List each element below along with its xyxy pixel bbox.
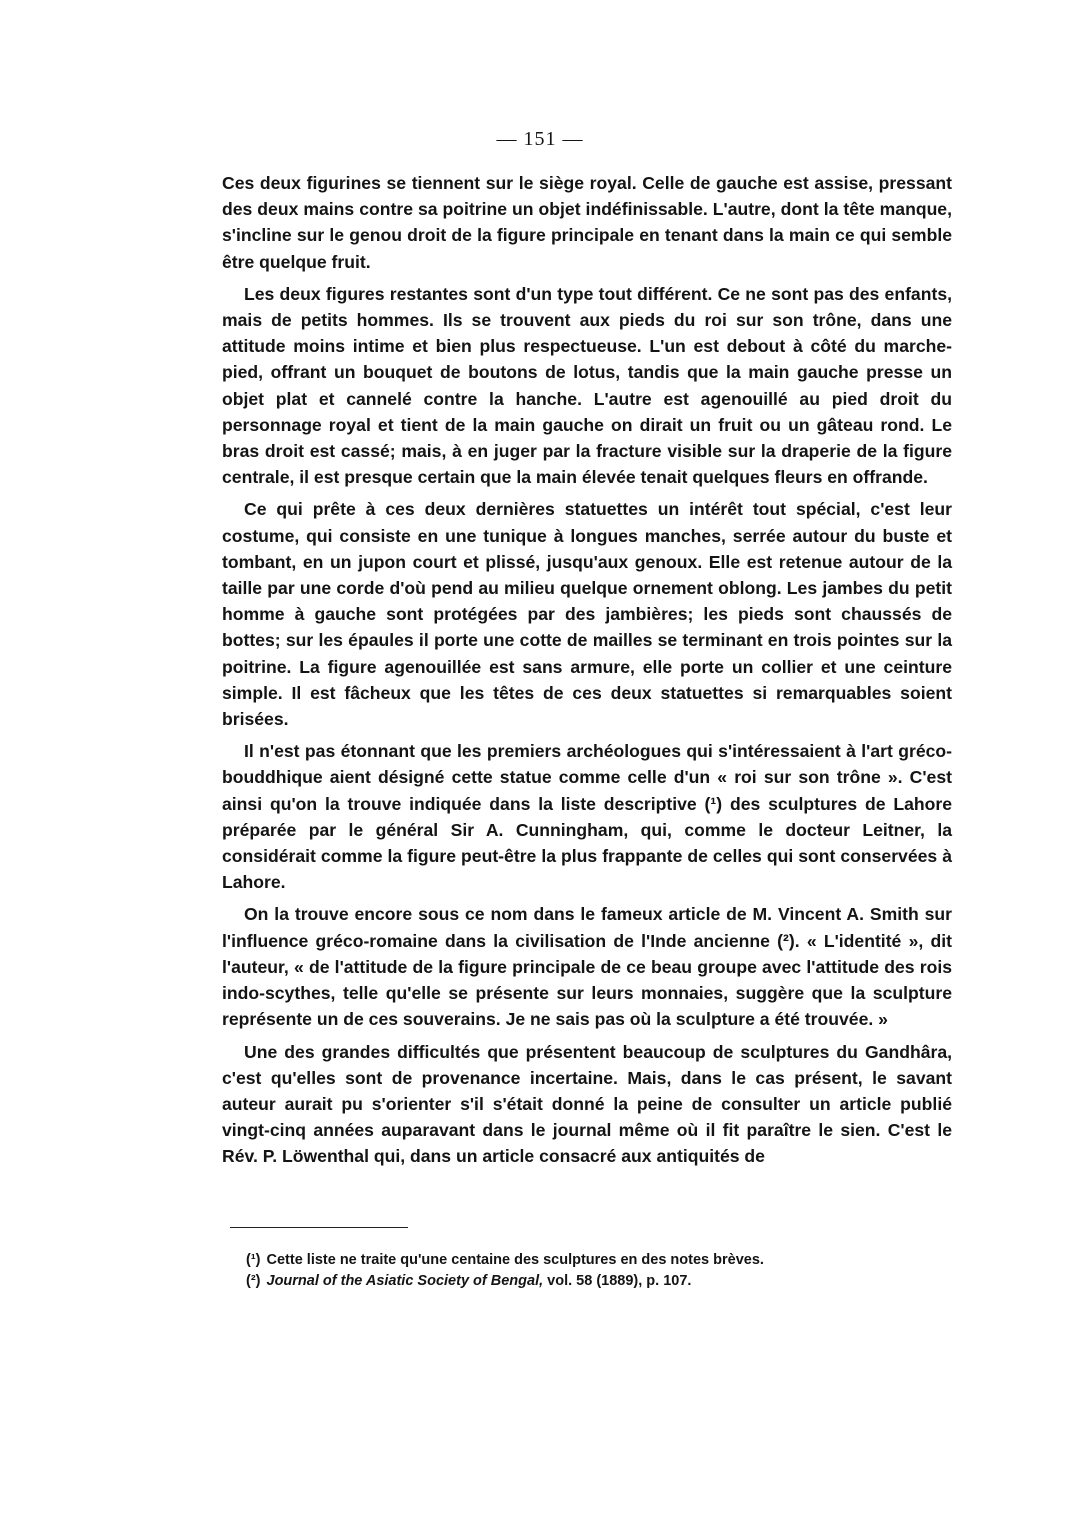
- footnote-divider: [230, 1227, 408, 1228]
- paragraph-4: Il n'est pas étonnant que les premiers archéologues qui s'intéressaient à l'art gréco-bouddhique aient désigné cette statue comme celle d'un « roi sur son trône ». C'est ainsi qu'on la trouve indiquée dans la liste descriptive (¹) des sculptures de Lahore préparée par le général Sir A. Cunningham, qui, comme le docteur Leitner, la considérait comme la figure peut-être la plus frappante de celles qui sont conservées à Lahore.: [222, 741, 952, 893]
- paragraph-1: Ces deux figurines se tiennent sur le siège royal. Celle de gauche est assise, pressant des deux mains contre sa poitrine un objet indéfinissable. L'autre, dont la tête manque, s'incline sur le genou droit de la figure principale en tenant dans la main ce qui semble être quelque fruit.: [222, 173, 952, 272]
- footnote-marker: (¹): [246, 1252, 261, 1268]
- footnote-journal-title: Journal of the Asiatic Society of Bengal,: [266, 1273, 544, 1289]
- footnote-1: [246, 1250, 946, 1271]
- body-text: [222, 170, 952, 1176]
- footnotes: [246, 1250, 946, 1292]
- paragraph-2: Les deux figures restantes sont d'un type tout différent. Ce ne sont pas des enfants, mais de petits hommes. Ils se trouvent aux pieds du roi sur son trône, dans une attitude moins intime et bien plus respectueuse. L'un est debout à côté du marche-pied, offrant un bouquet de boutons de lotus, tandis que la main gauche presse un objet plat et cannelé contre la hanche. L'autre est agenouillé au pied droit du personnage royal et tient de la main gauche on dirait un fruit ou un gâteau rond. Le bras droit est cassé; mais, à en juger par la fracture visible sur la draperie de la figure centrale, il est presque certain que la main élevée tenait quelques fleurs en offrande.: [222, 283, 952, 488]
- footnote-text: Cette liste ne traite qu'une centaine des sculptures en des notes brèves.: [266, 1252, 764, 1268]
- page-number: — 151 —: [496, 128, 584, 150]
- footnote-marker: (²): [246, 1273, 261, 1289]
- footnote-text: vol. 58 (1889), p. 107.: [543, 1273, 692, 1289]
- footnote-2: [246, 1271, 946, 1292]
- paragraph-5: On la trouve encore sous ce nom dans le fameux article de M. Vincent A. Smith sur l'influence gréco-romaine dans la civilisation de l'Inde ancienne (²). « L'identité », dit l'auteur, « de l'attitude de la figure principale de ce beau groupe avec l'attitude des rois indo-scythes, telle qu'elle se présente sur leurs monnaies, suggère que la sculpture représente un de ces souverains. Je ne sais pas où la sculpture a été trouvée. »: [222, 904, 952, 1030]
- paragraph-3: Ce qui prête à ces deux dernières statuettes un intérêt tout spécial, c'est leur costume, qui consiste en une tunique à longues manches, serrée autour du buste et tombant, en un jupon court et plissé, jusqu'aux genoux. Elle est retenue autour de la taille par une corde d'où pend au milieu quelque ornement oblong. Les jambes du petit homme à gauche sont protégées par des jambières; les pieds sont chaussés de bottes; sur les épaules il porte une cotte de mailles se terminant en trois pointes sur la poitrine. La figure agenouillée est sans armure, elle porte un collier et une ceinture simple. Il est fâcheux que les têtes de ces deux statuettes si remarquables soient brisées.: [222, 499, 952, 730]
- paragraph-6: Une des grandes difficultés que présentent beaucoup de sculptures du Gandhâra, c'est qu'elles sont de provenance incertaine. Mais, dans le cas présent, le savant auteur aurait pu s'orienter s'il s'était donné la peine de consulter un article publié vingt-cinq années auparavant dans le journal même où il fit paraître le sien. C'est le Rév. P. Löwenthal qui, dans un article consacré aux antiquités de: [222, 1041, 952, 1167]
